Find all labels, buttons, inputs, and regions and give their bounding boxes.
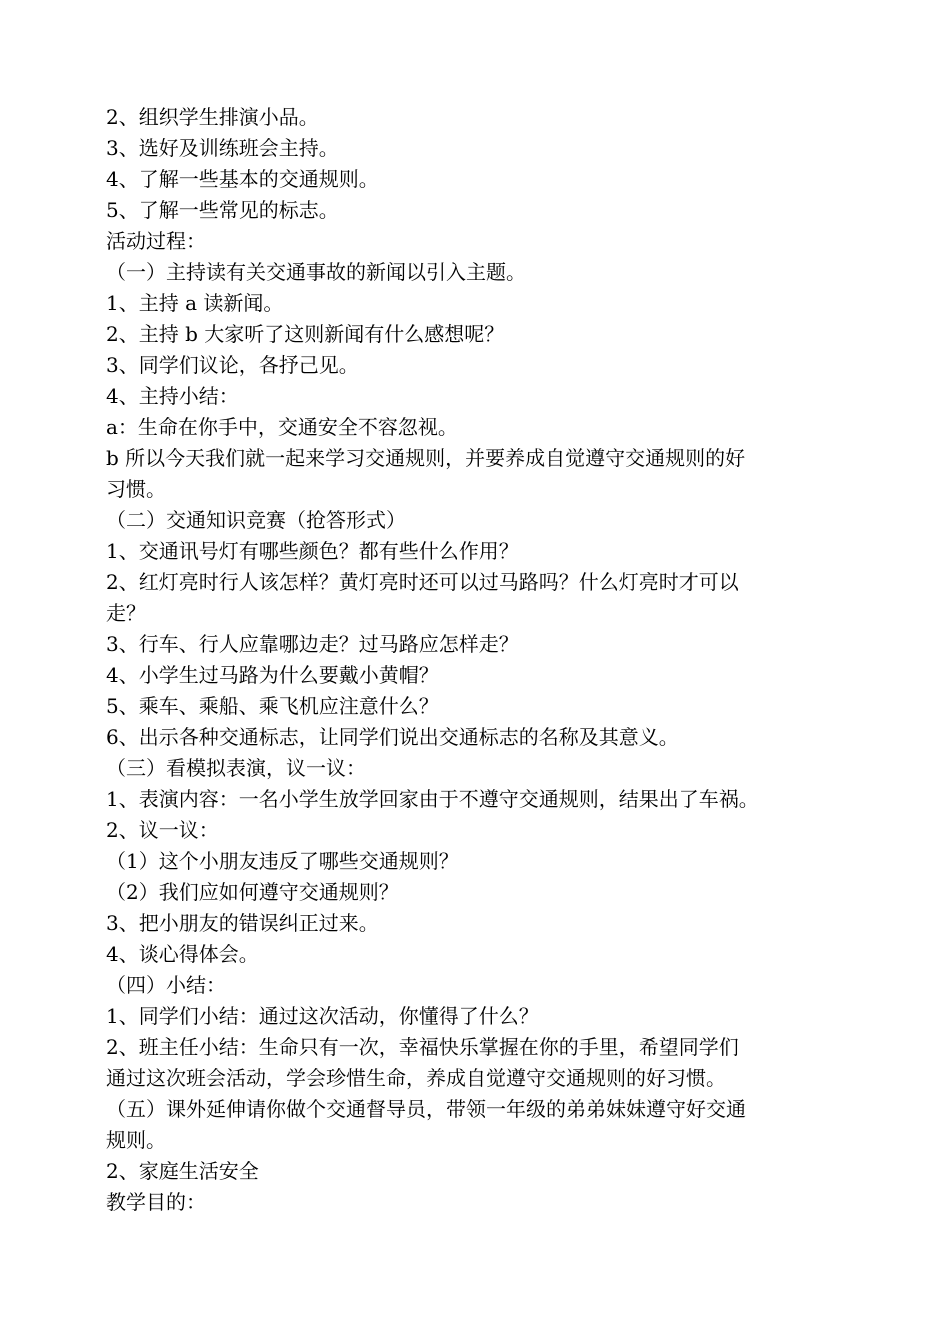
text-line: 3、行车、行人应靠哪边走？过马路应怎样走？ [106, 632, 519, 656]
text-line: 1、主持 a 读新闻。 [106, 291, 284, 315]
text-line: 1、交通讯号灯有哪些颜色？都有些什么作用？ [106, 539, 519, 563]
text-line: （1）这个小朋友违反了哪些交通规则？ [106, 849, 459, 873]
text-line: 3、选好及训练班会主持。 [106, 136, 339, 160]
text-line: 1、同学们小结：通过这次活动，你懂得了什么？ [106, 1004, 539, 1028]
text-line: 2、议一议： [106, 818, 219, 842]
section-heading: （一）主持读有关交通事故的新闻以引入主题。 [106, 260, 526, 284]
section-heading: 2、家庭生活安全 [106, 1159, 259, 1183]
text-line: a：生命在你手中，交通安全不容忽视。 [106, 415, 458, 439]
text-line: 3、把小朋友的错误纠正过来。 [106, 911, 379, 935]
text-line: 5、乘车、乘船、乘飞机应注意什么？ [106, 694, 439, 718]
text-line: 通过这次班会活动，学会珍惜生命，养成自觉遵守交通规则的好习惯。 [106, 1066, 726, 1090]
text-line: 5、了解一些常见的标志。 [106, 198, 339, 222]
text-line: 2、班主任小结：生命只有一次，幸福快乐掌握在你的手里，希望同学们 [106, 1035, 739, 1059]
text-line: 教学目的： [106, 1190, 206, 1214]
section-heading: （二）交通知识竞赛（抢答形式） [106, 508, 406, 532]
text-line: 2、红灯亮时行人该怎样？黄灯亮时还可以过马路吗？什么灯亮时才可以 [106, 570, 739, 594]
section-heading: （四）小结： [106, 973, 226, 997]
document-body [106, 102, 866, 1218]
text-line: 1、表演内容：一名小学生放学回家由于不遵守交通规则，结果出了车祸。 [106, 787, 759, 811]
text-line: 4、谈心得体会。 [106, 942, 259, 966]
text-line: 3、同学们议论，各抒己见。 [106, 353, 359, 377]
section-heading: （三）看模拟表演，议一议： [106, 756, 366, 780]
text-line: 2、组织学生排演小品。 [106, 105, 319, 129]
text-line: 走？ [106, 601, 146, 625]
text-line: 4、了解一些基本的交通规则。 [106, 167, 379, 191]
section-heading: 活动过程： [106, 229, 206, 253]
text-line: 习惯。 [106, 477, 166, 501]
text-line: （2）我们应如何遵守交通规则？ [106, 880, 399, 904]
text-line: 规则。 [106, 1128, 166, 1152]
section-heading: （五）课外延伸请你做个交通督导员，带领一年级的弟弟妹妹遵守好交通 [106, 1097, 746, 1121]
text-line: 6、出示各种交通标志，让同学们说出交通标志的名称及其意义。 [106, 725, 679, 749]
text-line: 4、主持小结： [106, 384, 239, 408]
text-line: 4、小学生过马路为什么要戴小黄帽？ [106, 663, 439, 687]
text-line: 2、主持 b 大家听了这则新闻有什么感想呢？ [106, 322, 505, 346]
text-line: b 所以今天我们就一起来学习交通规则，并要养成自觉遵守交通规则的好 [106, 446, 746, 470]
